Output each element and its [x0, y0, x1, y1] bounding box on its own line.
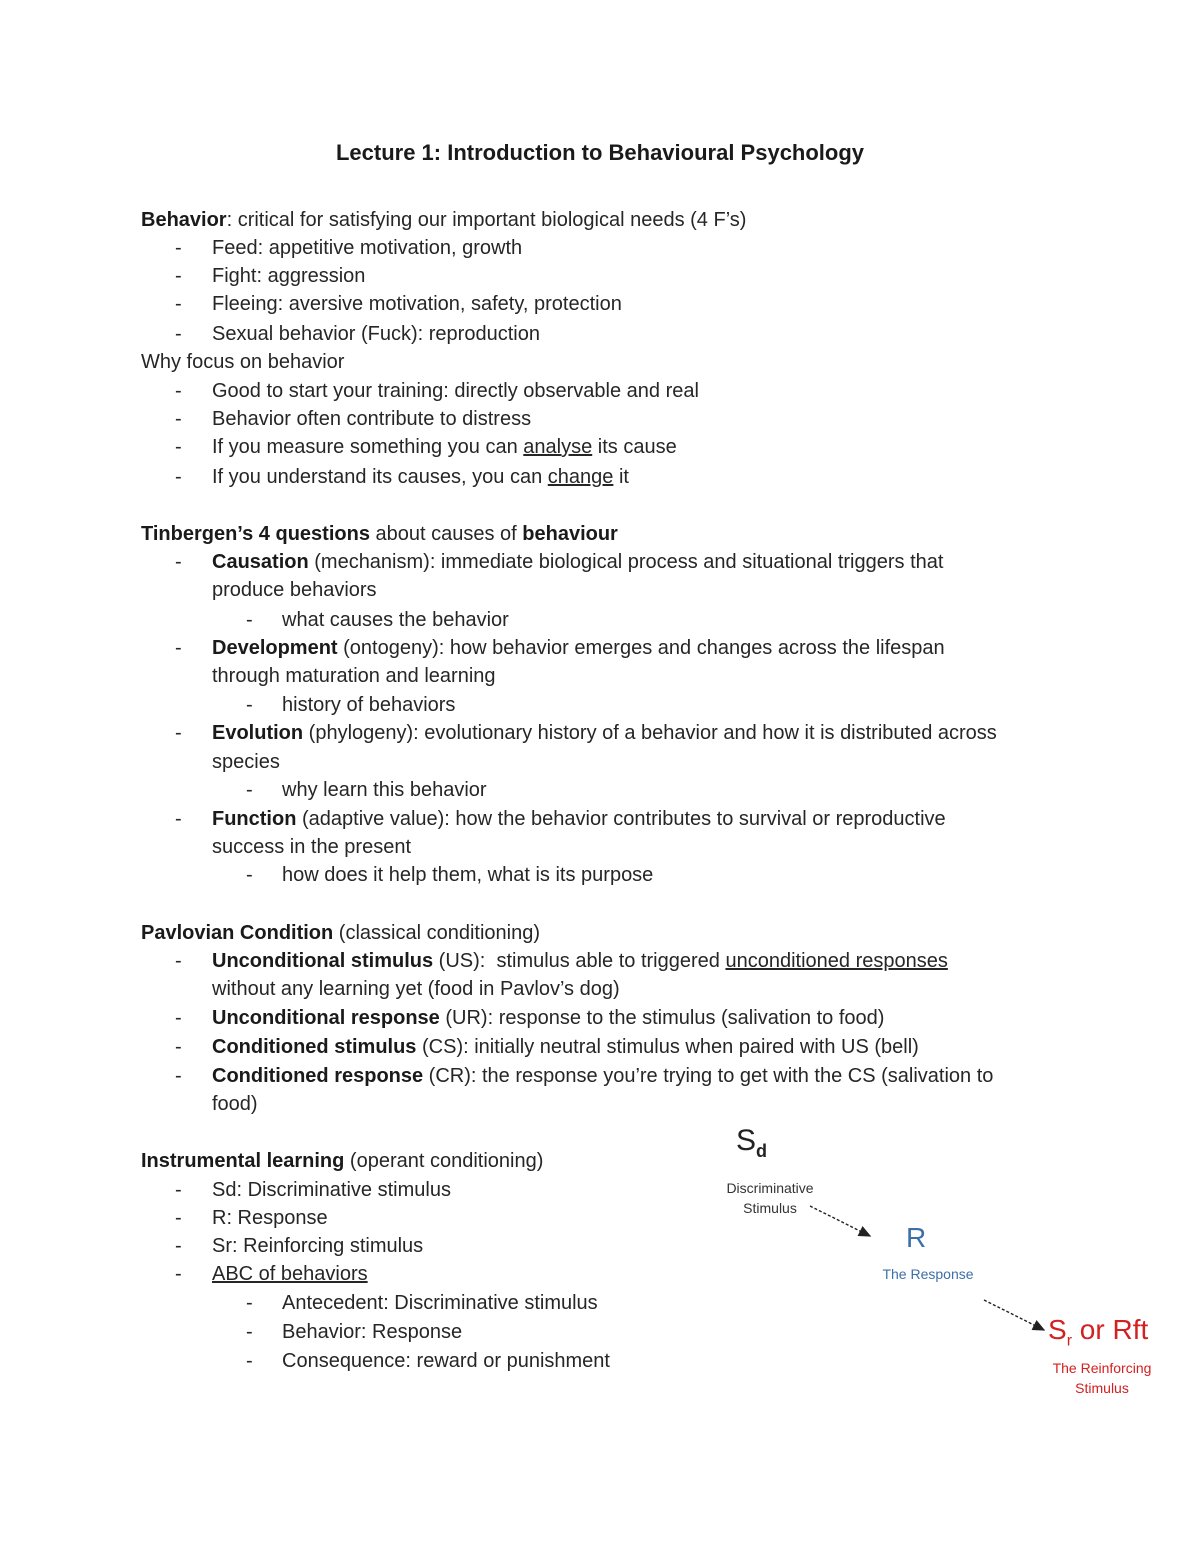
- text-span: (UR): response to the stimulus (salivation to food): [439, 1007, 885, 1029]
- bullet-dash: -: [175, 265, 182, 287]
- text-span: (classical conditioning): [333, 922, 541, 944]
- bold-text: Development: [212, 637, 338, 659]
- why-heading: Why focus on behavior: [141, 351, 345, 373]
- bullet-dash: -: [246, 779, 253, 801]
- bullet-dash: -: [175, 408, 182, 430]
- bold-text: Instrumental learning: [141, 1150, 345, 1172]
- bullet-dash: -: [175, 323, 182, 345]
- underlined-link-text: ABC of behaviors: [212, 1263, 368, 1285]
- caption-line: Discriminative: [726, 1180, 814, 1196]
- pavlov-heading: [141, 919, 540, 947]
- list-item: Feed: appetitive motivation, growth: [212, 237, 523, 259]
- list-item: [212, 463, 629, 491]
- bullet-dash: -: [175, 237, 182, 259]
- symbol-subscript: r: [1066, 1332, 1073, 1350]
- text-span: (phylogeny): evolutionary history of a behavior and how it is distributed across: [303, 722, 997, 744]
- list-item-continuation: without any learning yet (food in Pavlov’s dog): [212, 978, 620, 1000]
- bullet-dash: -: [175, 1235, 182, 1257]
- bullet-dash: -: [175, 1207, 182, 1229]
- symbol-rest: or Rft: [1072, 1314, 1149, 1345]
- bullet-dash: -: [175, 436, 182, 458]
- text-span: about causes of: [369, 523, 523, 545]
- symbol-subscript: d: [756, 1141, 768, 1161]
- list-item: [212, 1062, 993, 1090]
- text-span: its cause: [592, 436, 677, 458]
- bold-text: Pavlovian Condition: [141, 922, 334, 944]
- bold-text: Function: [212, 808, 297, 830]
- list-item: Fight: aggression: [212, 265, 366, 287]
- bullet-dash: -: [246, 864, 253, 886]
- list-item: [212, 634, 945, 662]
- list-item-continuation: species: [212, 751, 280, 773]
- list-item-continuation: through maturation and learning: [212, 665, 496, 687]
- abc-diagram: [680, 1120, 1180, 1420]
- r-symbol: R: [906, 1222, 927, 1253]
- list-item: Good to start your training: directly observable and real: [212, 380, 699, 402]
- caption-line: The Reinforcing: [1052, 1360, 1152, 1376]
- list-item: R: Response: [212, 1207, 328, 1229]
- sub-list-item: what causes the behavior: [282, 609, 509, 631]
- bold-text: Tinbergen’s 4 questions: [141, 523, 370, 545]
- underlined-word: analyse: [523, 436, 593, 458]
- sd-caption: [700, 1178, 840, 1218]
- bullet-dash: -: [175, 1179, 182, 1201]
- text-span: (ontogeny): how behavior emerges and changes across the lifespan: [337, 637, 945, 659]
- bullet-dash: -: [175, 551, 182, 573]
- bold-text: behaviour: [522, 523, 618, 545]
- text-span: (mechanism): immediate biological process and situational triggers that: [308, 551, 944, 573]
- list-item: [212, 1004, 884, 1032]
- text-span: it: [613, 466, 629, 488]
- underlined-word: change: [547, 466, 614, 488]
- sr-symbol: [1048, 1314, 1148, 1351]
- bullet-dash: -: [175, 380, 182, 402]
- behavior-label: Behavior: [141, 209, 227, 231]
- list-item: Behavior often contribute to distress: [212, 408, 532, 430]
- list-item: [212, 433, 677, 461]
- bullet-dash: -: [175, 466, 182, 488]
- bold-text: Evolution: [212, 722, 304, 744]
- list-item: [212, 947, 948, 975]
- behavior-definition: [141, 206, 746, 234]
- bullet-dash: -: [175, 808, 182, 830]
- list-item: [212, 1260, 368, 1288]
- sub-list-item: Consequence: reward or punishment: [282, 1350, 610, 1372]
- list-item: [212, 1033, 919, 1061]
- page-title: Lecture 1: Introduction to Behavioural Psychology: [335, 140, 865, 165]
- text-span: (adaptive value): how the behavior contributes to survival or reproductive: [296, 808, 946, 830]
- symbol-letter: S: [1048, 1314, 1067, 1345]
- bold-text: Unconditional stimulus: [212, 950, 434, 972]
- list-item-continuation: produce behaviors: [212, 579, 377, 601]
- sr-caption: [1032, 1358, 1172, 1398]
- text-span: (US): stimulus able to triggered: [433, 950, 726, 972]
- text-span: If you measure something you can: [212, 436, 524, 458]
- instrumental-heading: [141, 1147, 543, 1175]
- sub-list-item: Antecedent: Discriminative stimulus: [282, 1292, 598, 1314]
- sub-list-item: history of behaviors: [282, 694, 456, 716]
- bullet-dash: -: [175, 1007, 182, 1029]
- bullet-dash: -: [246, 609, 253, 631]
- bullet-dash: -: [175, 293, 182, 315]
- list-item: Fleeing: aversive motivation, safety, protection: [212, 293, 622, 315]
- bullet-dash: -: [175, 722, 182, 744]
- bullet-dash: -: [175, 1036, 182, 1058]
- arrow-r-to-sr: [984, 1300, 1044, 1330]
- list-item: [212, 548, 943, 576]
- symbol-letter: S: [736, 1124, 757, 1157]
- r-caption: The Response: [882, 1266, 974, 1282]
- list-item-continuation: food): [212, 1093, 258, 1115]
- caption-line: Stimulus: [1075, 1380, 1129, 1396]
- text-span: If you understand its causes, you can: [212, 466, 548, 488]
- list-item: Sd: Discriminative stimulus: [212, 1179, 451, 1201]
- bullet-dash: -: [246, 1321, 253, 1343]
- sd-symbol: [736, 1124, 767, 1162]
- tinbergen-heading: [141, 520, 618, 548]
- bold-text: Conditioned response: [212, 1065, 424, 1087]
- sub-list-item: Behavior: Response: [282, 1321, 463, 1343]
- bold-text: Causation: [212, 551, 309, 573]
- bullet-dash: -: [175, 1263, 182, 1285]
- bullet-dash: -: [246, 1292, 253, 1314]
- behavior-text: : critical for satisfying our important biological needs (4 F’s): [226, 209, 747, 231]
- bullet-dash: -: [246, 1350, 253, 1372]
- bullet-dash: -: [175, 950, 182, 972]
- list-item: [212, 719, 997, 747]
- text-span: (operant conditioning): [344, 1150, 544, 1172]
- bullet-dash: -: [246, 694, 253, 716]
- sub-list-item: how does it help them, what is its purpose: [282, 864, 654, 886]
- bold-text: Conditioned stimulus: [212, 1036, 417, 1058]
- bullet-dash: -: [175, 637, 182, 659]
- bold-text: Unconditional response: [212, 1007, 440, 1029]
- list-item: Sr: Reinforcing stimulus: [212, 1235, 424, 1257]
- caption-line: Stimulus: [743, 1200, 797, 1216]
- text-span: (CS): initially neutral stimulus when paired with US (bell): [416, 1036, 919, 1058]
- bullet-dash: -: [175, 1065, 182, 1087]
- list-item: Sexual behavior (Fuck): reproduction: [212, 323, 540, 345]
- underlined-word: unconditioned responses: [725, 950, 948, 972]
- list-item-continuation: success in the present: [212, 836, 411, 858]
- list-item: [212, 805, 946, 833]
- sub-list-item: why learn this behavior: [282, 779, 487, 801]
- text-span: (CR): the response you’re trying to get with the CS (salivation to: [423, 1065, 994, 1087]
